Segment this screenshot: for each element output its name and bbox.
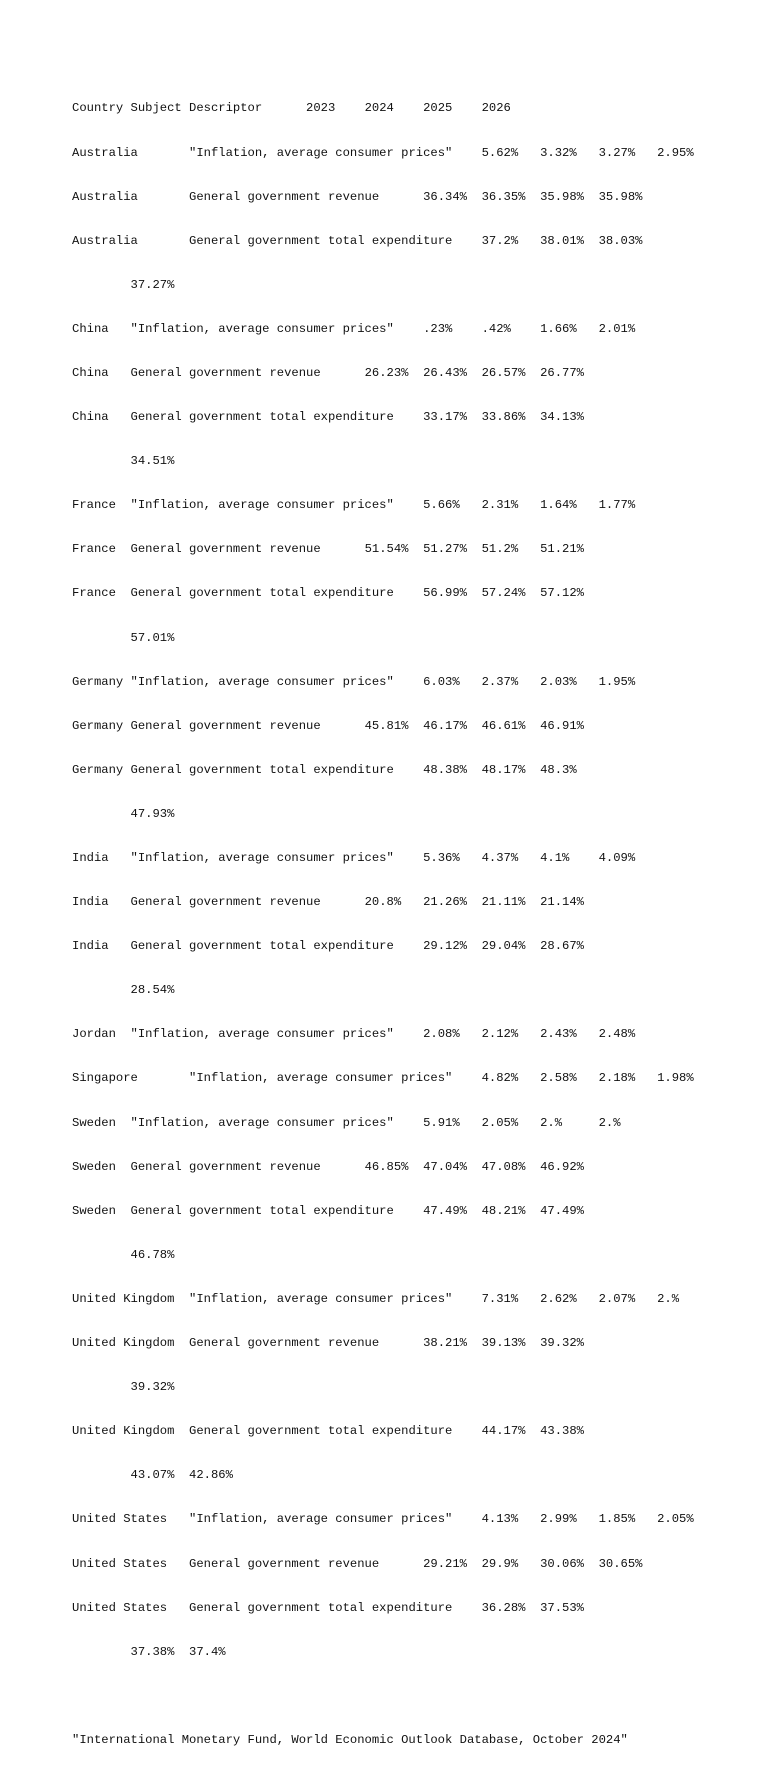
- source-line: "International Monetary Fund, World Economic Outlook Database, October 2024": [72, 1732, 628, 1747]
- blank-line: [72, 1689, 712, 1704]
- table-row: Jordan "Inflation, average consumer prices" 2.08% 2.12% 2.43% 2.48%: [72, 1027, 636, 1042]
- table-row: 43.07% 42.86%: [72, 1468, 233, 1483]
- table-row: Singapore "Inflation, average consumer prices" 4.82% 2.58% 2.18% 1.98%: [72, 1071, 694, 1086]
- table-row: Australia General government revenue 36.34% 36.35% 35.98% 35.98%: [72, 189, 643, 204]
- table-row: United States General government total expenditure 36.28% 37.53%: [72, 1600, 584, 1615]
- table-row: Australia General government total expenditure 37.2% 38.01% 38.03%: [72, 233, 643, 248]
- table-row: France "Inflation, average consumer prices" 5.66% 2.31% 1.64% 1.77%: [72, 498, 636, 513]
- table-row: United States General government revenue 29.21% 29.9% 30.06% 30.65%: [72, 1556, 643, 1571]
- table-row: France General government total expenditure 56.99% 57.24% 57.12%: [72, 586, 584, 601]
- table-row: United Kingdom General government total expenditure 44.17% 43.38%: [72, 1424, 584, 1439]
- table-row: China "Inflation, average consumer prices" .23% .42% 1.66% 2.01%: [72, 321, 636, 336]
- table-row: France General government revenue 51.54% 51.27% 51.2% 51.21%: [72, 542, 584, 557]
- table-row: 37.38% 37.4%: [72, 1644, 226, 1659]
- table-row: India "Inflation, average consumer prices" 5.36% 4.37% 4.1% 4.09%: [72, 851, 636, 865]
- table-row: Germany General government total expenditure 48.38% 48.17% 48.3%: [72, 762, 577, 777]
- table-row: Sweden General government revenue 46.85% 47.04% 47.08% 46.92%: [72, 1159, 584, 1174]
- table-row: China General government revenue 26.23% 26.43% 26.57% 26.77%: [72, 365, 584, 380]
- table-row: Sweden General government total expenditure 47.49% 48.21% 47.49%: [72, 1203, 584, 1218]
- table-row: 28.54%: [72, 983, 175, 998]
- table-row: Australia "Inflation, average consumer prices" 5.62% 3.32% 3.27% 2.95%: [72, 145, 694, 160]
- table-row: Sweden "Inflation, average consumer prices" 5.91% 2.05% 2.% 2.%: [72, 1115, 621, 1130]
- table-row: 57.01%: [72, 630, 175, 645]
- header-line: Country Subject Descriptor 2023 2024 2025 2026: [72, 101, 511, 116]
- table-row: Germany "Inflation, average consumer prices" 6.03% 2.37% 2.03% 1.95%: [72, 674, 636, 689]
- table-row: United Kingdom General government revenue 38.21% 39.13% 39.32%: [72, 1336, 584, 1351]
- table-row: 37.27%: [72, 277, 175, 292]
- table-row: 47.93%: [72, 806, 175, 821]
- table-row: India General government revenue 20.8% 21.26% 21.11% 21.14%: [72, 895, 584, 910]
- table-row: United Kingdom "Inflation, average consumer prices" 7.31% 2.62% 2.07% 2.%: [72, 1291, 680, 1306]
- table-row: United States "Inflation, average consumer prices" 4.13% 2.99% 1.85% 2.05%: [72, 1512, 694, 1527]
- table-row: India General government total expenditure 29.12% 29.04% 28.67%: [72, 939, 584, 954]
- table-row: Germany General government revenue 45.81% 46.17% 46.61% 46.91%: [72, 718, 584, 733]
- table-row: 34.51%: [72, 454, 175, 469]
- document-text: [72, 72, 712, 1777]
- table-row: 46.78%: [72, 1247, 175, 1262]
- table-row: 39.32%: [72, 1380, 175, 1395]
- table-row: China General government total expenditure 33.17% 33.86% 34.13%: [72, 410, 584, 425]
